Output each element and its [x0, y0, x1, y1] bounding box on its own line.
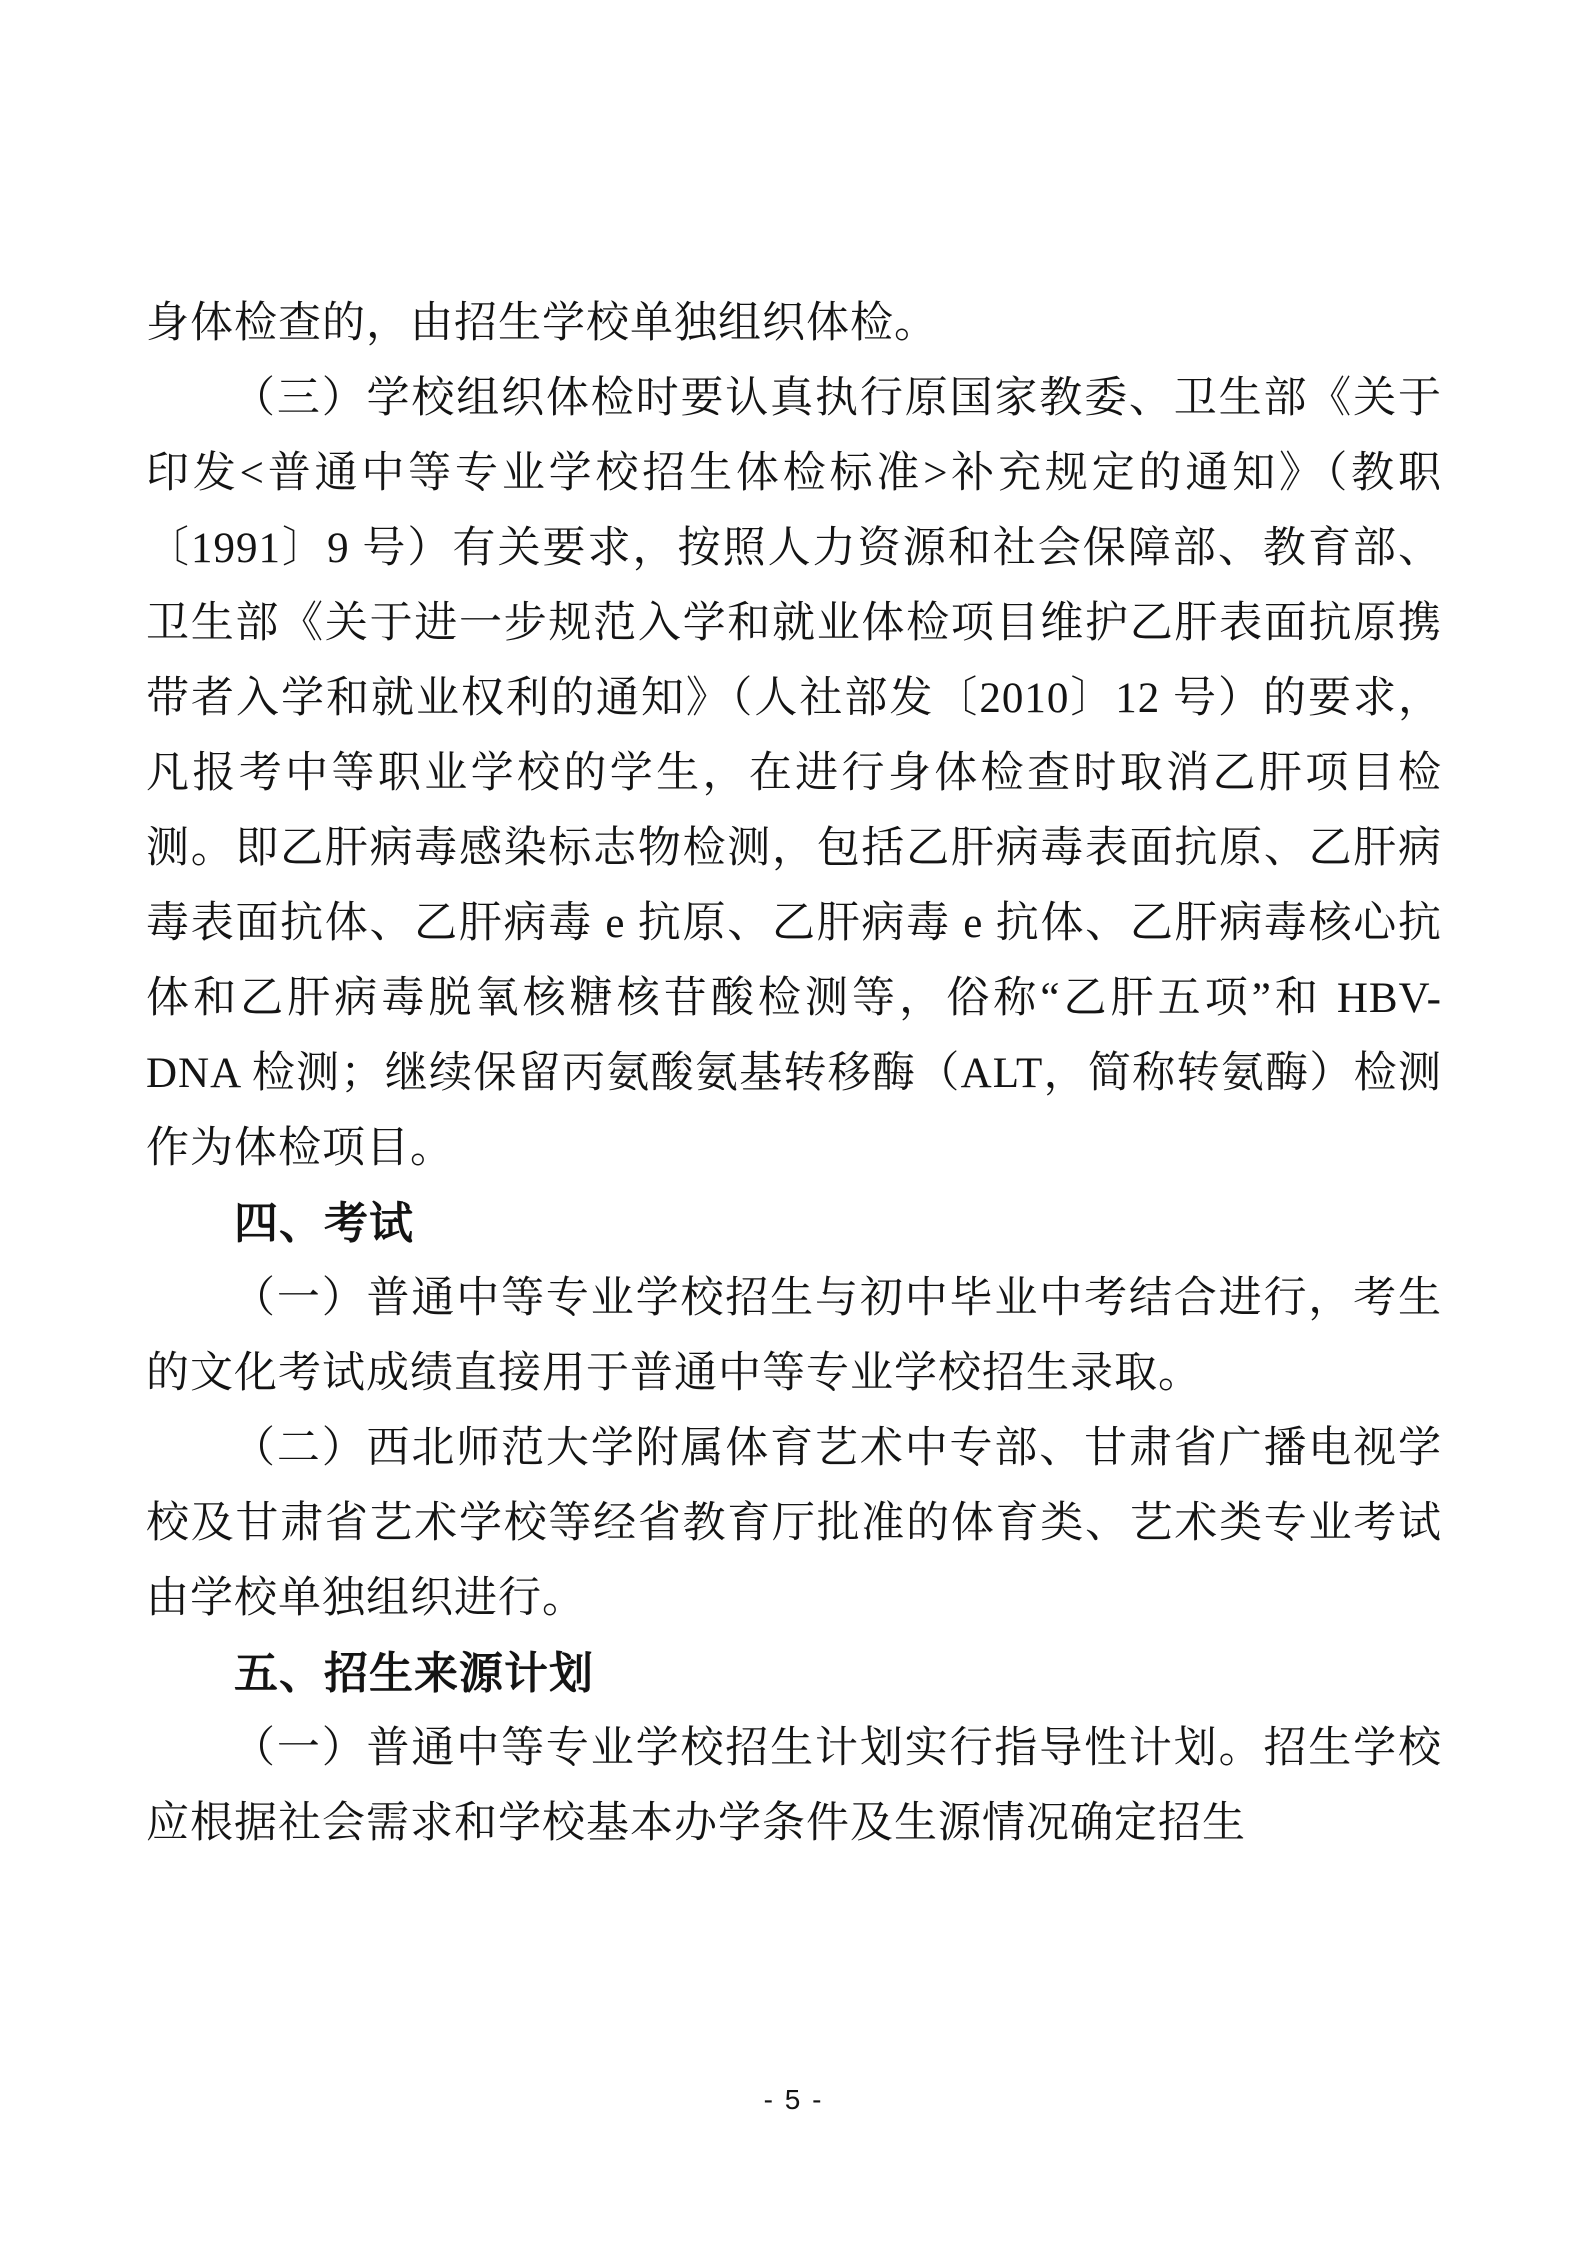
section-heading-exam: 四、考试 [234, 1199, 414, 1248]
section-heading-enrollment-source-plan: 五、招生来源计划 [234, 1649, 594, 1698]
paragraph-item-3-physical-exam: （三）学校组织体检时要认真执行原国家教委、卫生部《关于印发<普通中等专业学校招生体检标准>补充规定的通知》（教职〔1991〕9 号）有关要求，按照人力资源和社会保障部、教育部、卫生部《关于进一步规范入学和就业体检项目维护乙肝表面抗原携带者入学和就业权利的通知》（人社部发〔2010〕12 号）的要求，凡报考中等职业学校的学生，在进行身体检查时取消乙肝项目检测。即乙肝病毒感染标志物检测，包括乙肝病毒表面抗原、乙肝病毒表面抗体、乙肝病毒 e 抗原、乙肝病毒 e 抗体、乙肝病毒核心抗体和乙肝病毒脱氧核糖核苷酸检测等，俗称“乙肝五项”和 HBV-DNA 检测；继续保留丙氨酸氨基转移酶（ALT，简称转氨酶）检测作为体检项目。 [146, 375, 1442, 1172]
paragraph-exam-item-1: （一）普通中等专业学校招生与初中毕业中考结合进行，考生的文化考试成绩直接用于普通中等专业学校招生录取。 [146, 1275, 1442, 1397]
paragraph-plan-item-1: （一）普通中等专业学校招生计划实行指导性计划。招生学校应根据社会需求和学校基本办学条件及生源情况确定招生 [146, 1725, 1442, 1847]
paragraph-continuation: 身体检查的，由招生学校单独组织体检。 [146, 300, 938, 347]
document-body [146, 286, 1442, 1861]
paragraph-exam-item-2: （二）西北师范大学附属体育艺术中专部、甘肃省广播电视学校及甘肃省艺术学校等经省教育厅批准的体育类、艺术类专业考试由学校单独组织进行。 [146, 1425, 1442, 1622]
page-number: - 5 - [763, 2084, 824, 2115]
